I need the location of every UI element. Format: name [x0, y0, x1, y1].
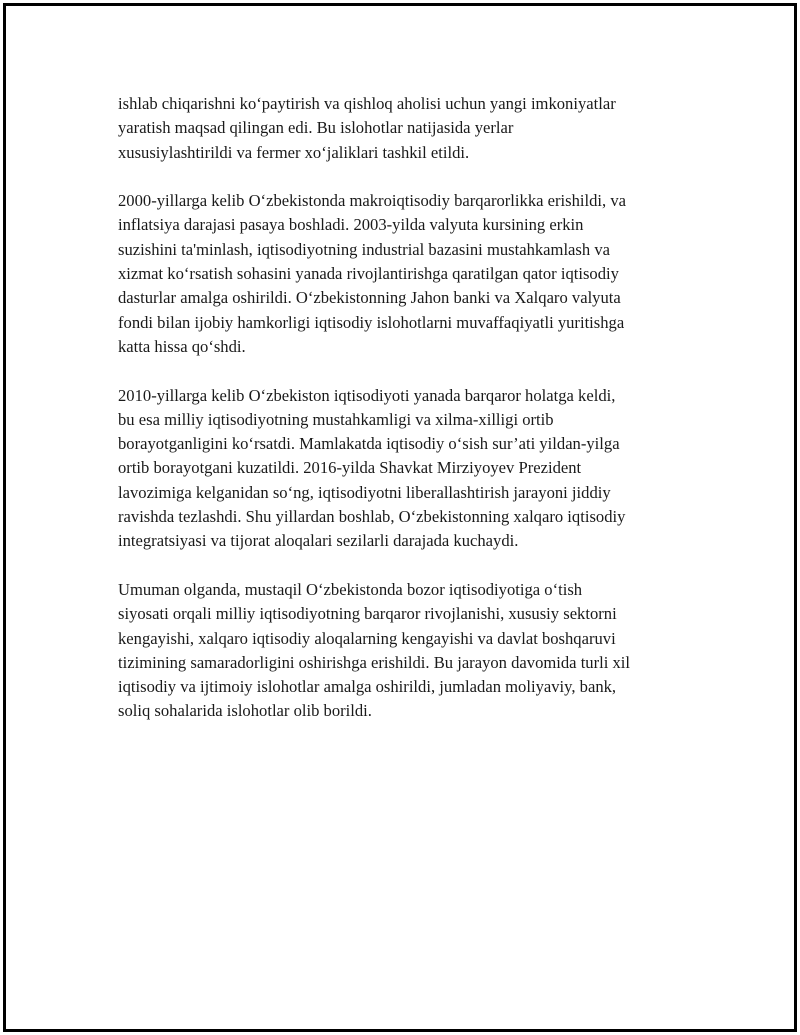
paragraph: 2000-yillarga kelib O‘zbekistonda makroiqtisodiy barqarorlikka erishildi, va inflatsiya darajasi pasaya boshladi. 2003-yilda valyuta kursining erkin suzishini ta'minlash, iqtisodiyotning industrial bazasini mustahkamlash va xizmat ko‘rsatish sohasini yanada rivojlantirishga qaratilgan qator iqtisodiy dasturlar amalga oshirildi. O‘zbekistonning Jahon banki va Xalqaro valyuta fondi bilan ijobiy hamkorligi iqtisodiy islohotlarni muvaffaqiyatli yuritishga katta hissa qo‘shdi.: [118, 191, 626, 356]
paragraph: Umuman olganda, mustaqil O‘zbekistonda bozor iqtisodiyotiga o‘tish siyosati orqali milliy iqtisodiyotning barqaror rivojlanishi, xususiy sektorni kengayishi, xalqaro iqtisodiy aloqalarning kengayishi va davlat boshqaruvi tizimining samaradorligini oshirishga erishildi. Bu jarayon davomida turli xil iqtisodiy va ijtimoiy islohotlar amalga oshirildi, jumladan moliyaviy, bank, soliq sohalarida islohotlar olib borildi.: [118, 579, 631, 721]
document-body: [118, 92, 693, 748]
paragraph: 2010-yillarga kelib O‘zbekiston iqtisodiyoti yanada barqaror holatga keldi, bu esa milliy iqtisodiyotning mustahkamligi va xilma-xilligi ortib borayotganligini ko‘rsatdi. Mamlakatda iqtisodiy o‘sish sur’ati yildan-yilga ortib borayotgani kuzatildi. 2016-yilda Shavkat Mirziyoyev Prezident lavozimiga kelganidan so‘ng, iqtisodiyotni liberallashtirish jarayoni jiddiy ravishda tezlashdi. Shu yillardan boshlab, O‘zbekistonning xalqaro iqtisodiy integratsiyasi va tijorat aloqalari sezilarli darajada kuchaydi.: [118, 385, 626, 551]
paragraph: ishlab chiqarishni ko‘paytirish va qishloq aholisi uchun yangi imkoniyatlar yaratish maqsad qilingan edi. Bu islohotlar natijasida yerlar xususiylashtirildi va fermer xo‘jaliklari tashkil etildi.: [118, 94, 616, 162]
